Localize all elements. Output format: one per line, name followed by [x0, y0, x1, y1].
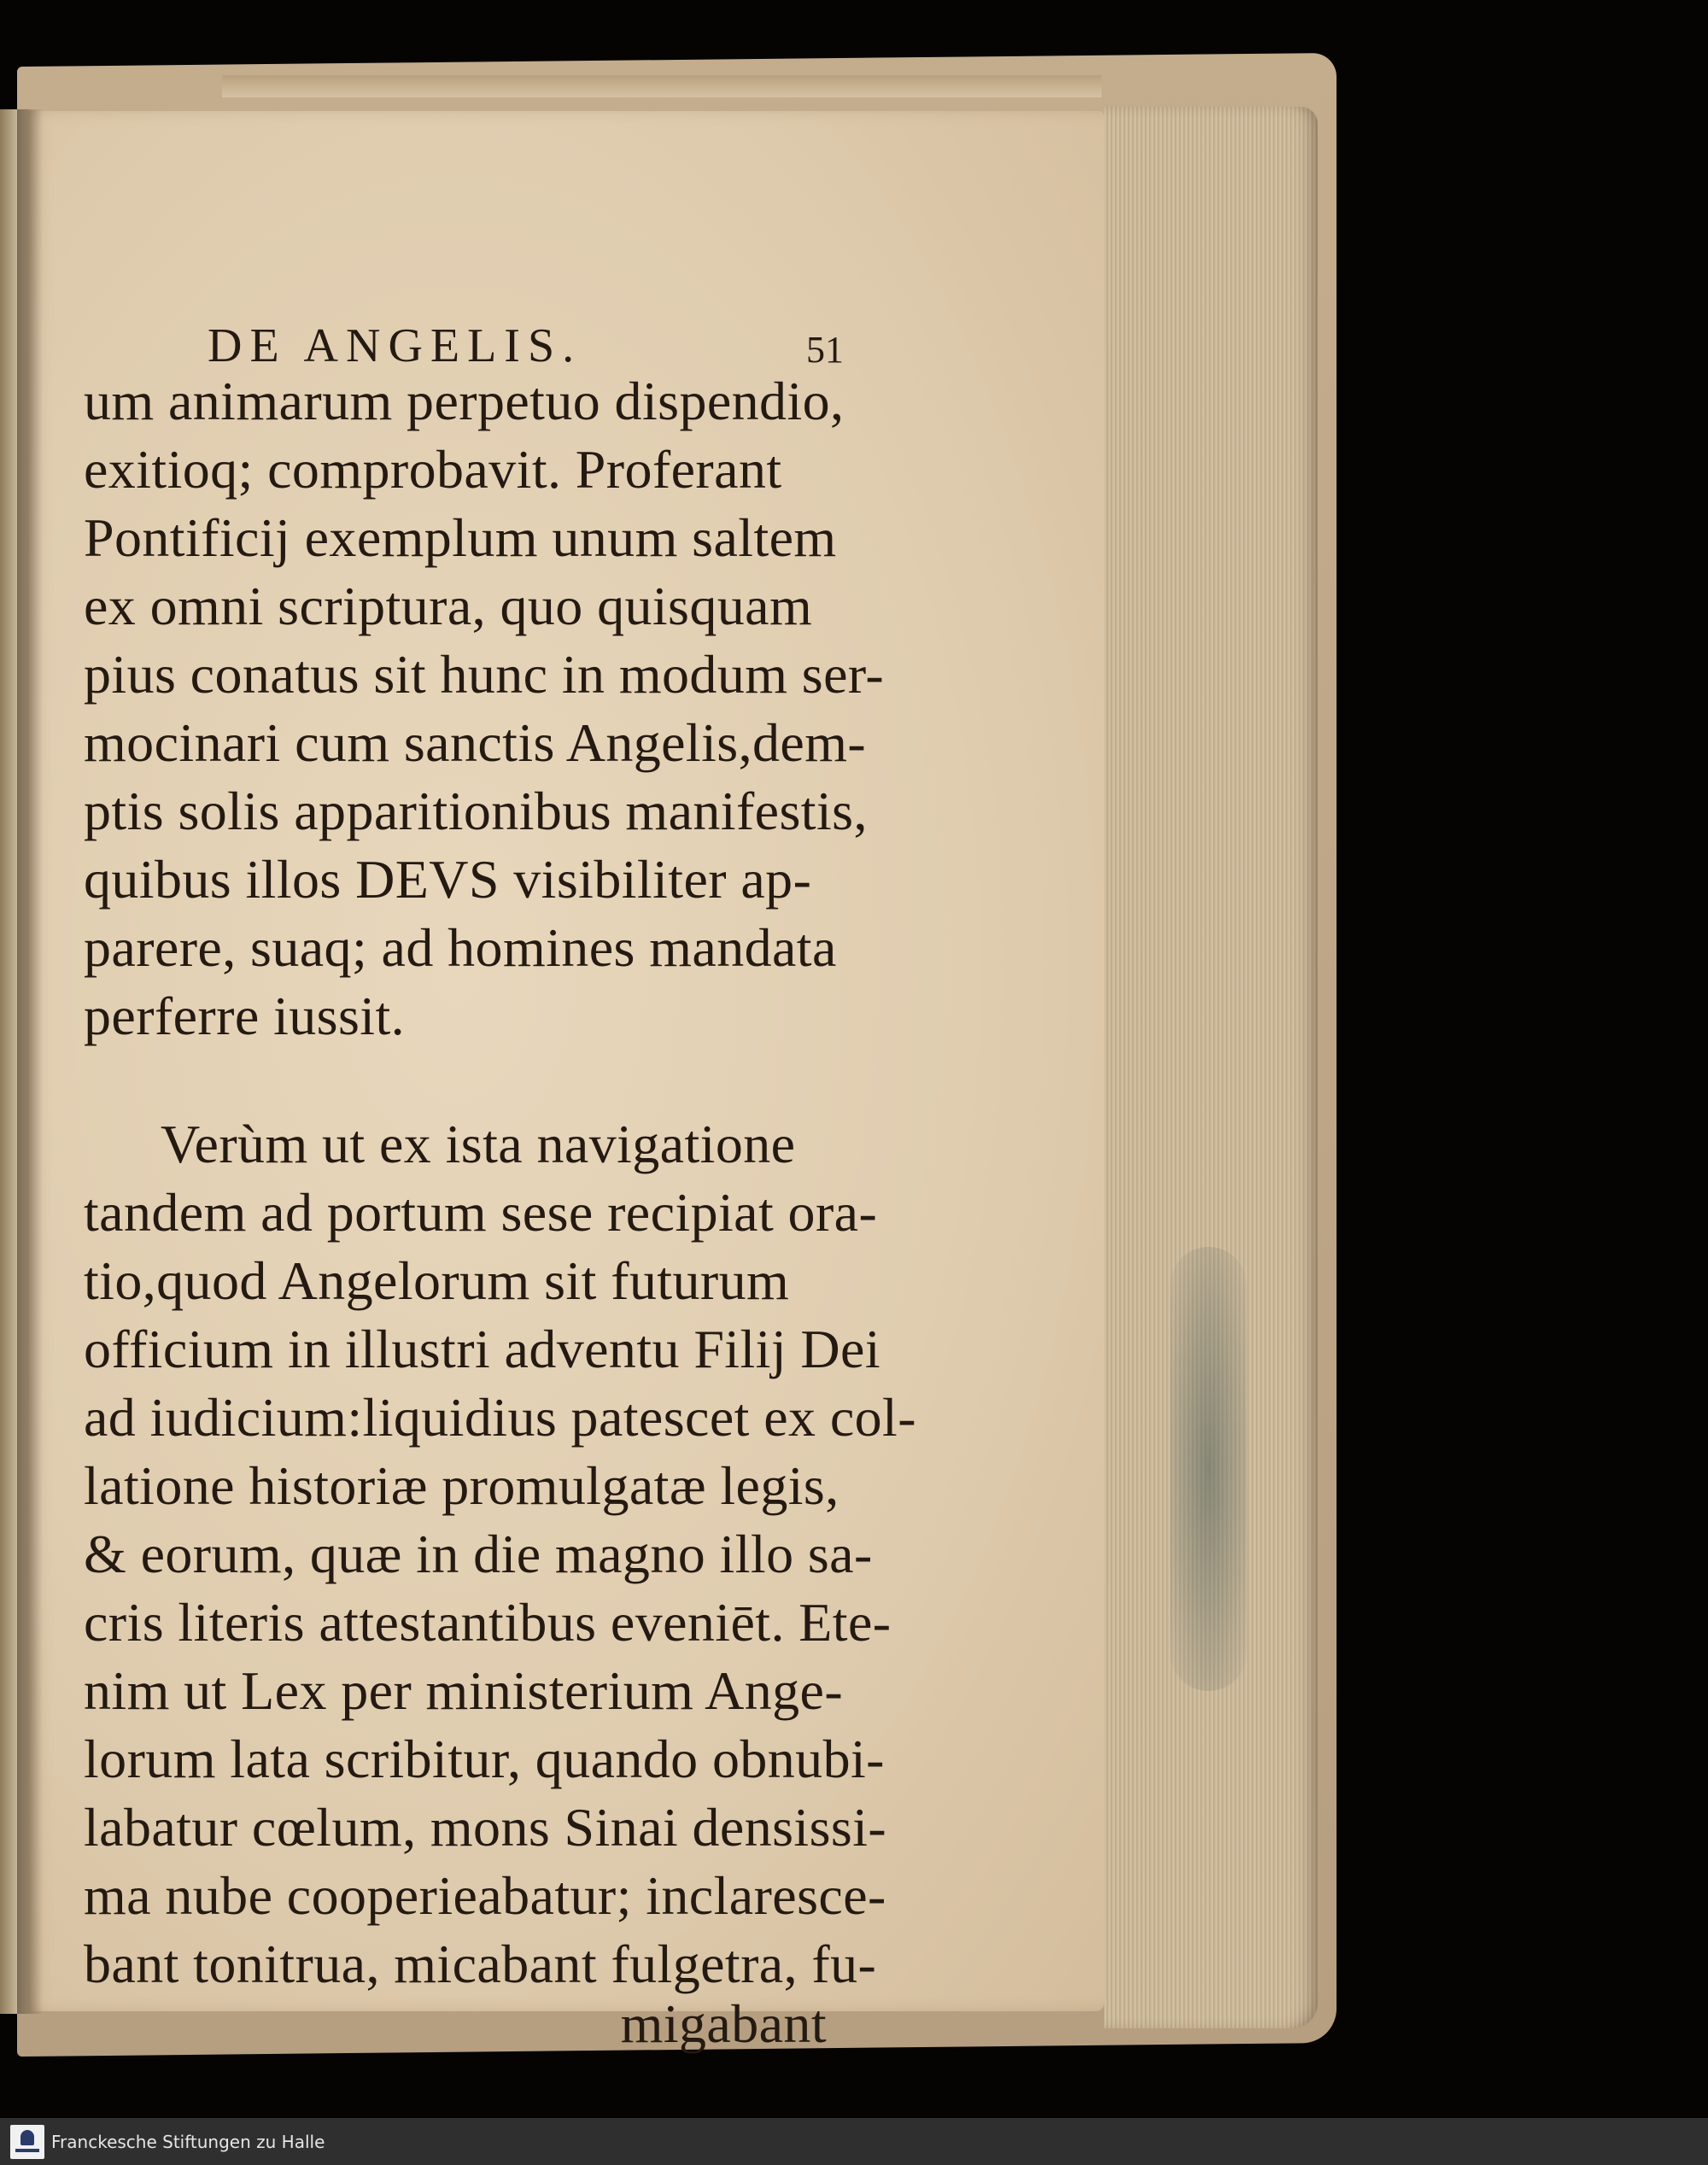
text-line: lorum lata scribitur, quando obnubi-: [84, 1729, 885, 1789]
text-line: tio,quod Angelorum sit futurum: [84, 1250, 790, 1311]
viewer-footer: [0, 2118, 1708, 2165]
text-line: exitioq; comprobavit. Proferant: [84, 439, 782, 500]
binding-shadow: [17, 109, 43, 2014]
catchword: migabant: [620, 1993, 827, 2054]
text-line: & eorum, quæ in die magno illo sa-: [84, 1524, 873, 1584]
text-line: ma nube cooperieabatur; inclaresce-: [84, 1865, 886, 1926]
text-line: labatur cœlum, mons Sinai densissi-: [84, 1797, 887, 1858]
text-line: um animarum perpetuo dispendio,: [84, 371, 845, 431]
text-line: Pontificij exemplum unum saltem: [84, 507, 837, 568]
text-line: bant tonitrua, micabant fulgetra, fu-: [84, 1934, 877, 1994]
text-line: ad iudicium:liquidius patescet ex col-: [84, 1387, 916, 1448]
text-line: nim ut Lex per ministerium Ange-: [84, 1660, 844, 1721]
text-line: parere, suaq; ad homines mandata: [84, 917, 837, 978]
text-line: mocinari cum sanctis Angelis,dem-: [84, 712, 867, 773]
text-line: ex omni scriptura, quo quisquam: [84, 576, 813, 636]
page-number: 51: [806, 329, 844, 371]
text-line: perferre iussit.: [84, 986, 406, 1046]
text-line: latione historiæ promulgatæ legis,: [84, 1455, 839, 1516]
running-head: DE ANGELIS.: [208, 319, 582, 372]
page-edge-stain: [1170, 1247, 1247, 1691]
text-line: ptis solis apparitionibus manifestis,: [84, 781, 868, 841]
text-line: quibus illos DEVS visibiliter ap-: [84, 849, 812, 910]
text-line: pius conatus sit hunc in modum ser-: [84, 644, 885, 705]
institution-name[interactable]: Franckesche Stiftungen zu Halle: [51, 2132, 325, 2152]
text-line: Verùm ut ex ista navigatione: [161, 1114, 796, 1174]
top-page-strip: [222, 75, 1102, 97]
text-line: tandem ad portum sese recipiat ora-: [84, 1182, 878, 1243]
book-page: [24, 111, 1104, 2054]
institution-logo-icon[interactable]: [10, 2125, 44, 2159]
page-edges: [1104, 107, 1318, 2028]
text-line: cris literis attestantibus eveniēt. Ete-: [84, 1592, 892, 1653]
text-line: officium in illustri adventu Filij Dei: [84, 1319, 881, 1379]
